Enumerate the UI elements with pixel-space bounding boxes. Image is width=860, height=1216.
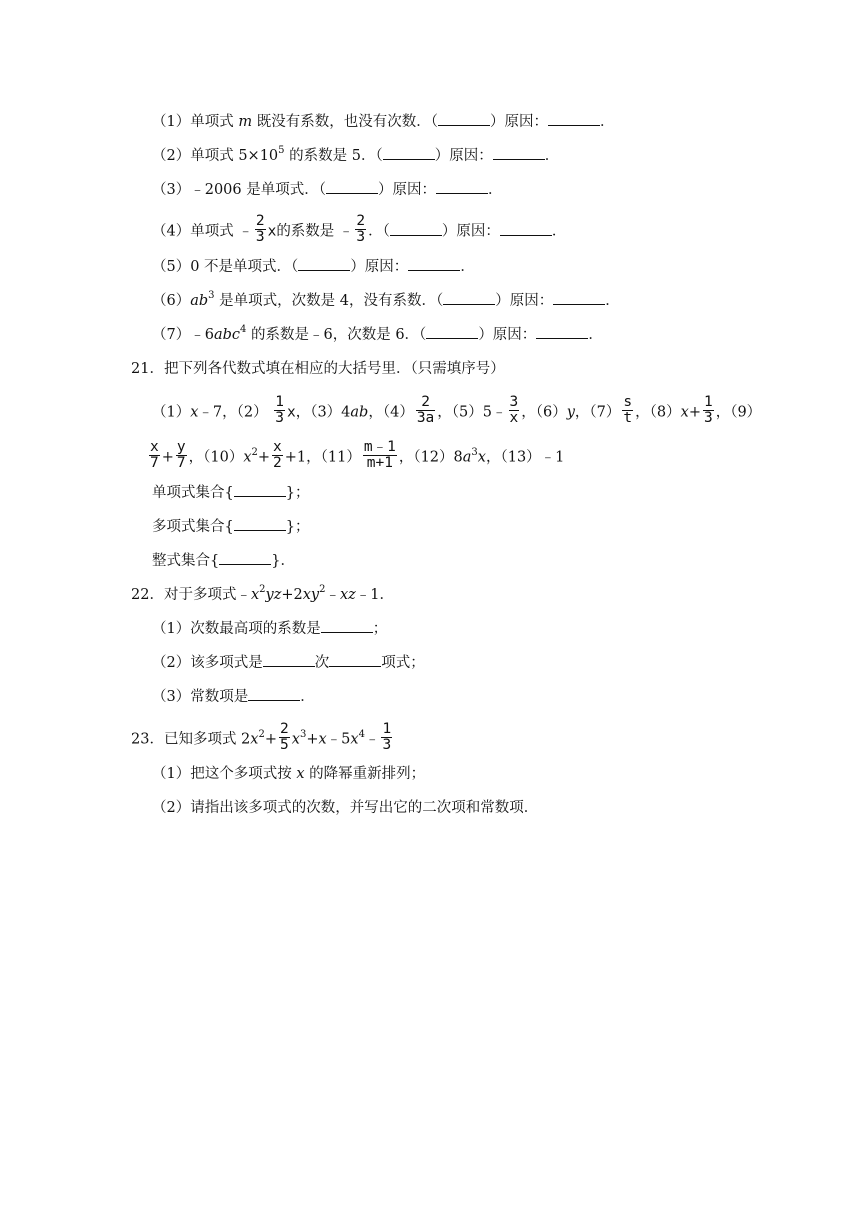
reason-blank[interactable]: [436, 181, 488, 194]
answer-blank[interactable]: [248, 688, 300, 701]
q20-item-2: （2）单项式 $5\times 10^5$ 的系数是 5．（ ）原因： ．: [152, 145, 560, 164]
reason-blank[interactable]: [553, 292, 605, 305]
q20-item-5: （5）0 不是单项式．（ ）原因： ．: [152, 259, 475, 275]
answer-blank[interactable]: [263, 654, 315, 667]
fraction: $\frac{y}{7}$: [176, 439, 186, 471]
answer-blank[interactable]: [383, 147, 435, 160]
reason-blank[interactable]: [536, 326, 588, 339]
q21-expressions-row-1: （1）x﹣7，（2） $\frac{1}{3}$ x，（3）4ab，（4） $\frac{2}{3a}$ ，（5）5﹣ $\frac{3}{x}$ ，（6）y，（7） $\frac{s}{t}$ ，（8）x+ $\frac{1}{3}$ ，（9）: [152, 394, 762, 426]
answer-blank[interactable]: [326, 181, 378, 194]
q20-item-6: $(6)ab^3$ 是单项式，次数是 4，没有系数．（ ）原因： ．: [152, 290, 620, 309]
integral-expression-set: 整式集合{ }．: [152, 553, 295, 569]
answer-blank[interactable]: [329, 654, 381, 667]
q20-item-3: （3）﹣2006 是单项式．（ ）原因： ．: [152, 182, 503, 198]
answer-blank[interactable]: [234, 484, 286, 497]
q20-item-4: （4）单项式 ﹣ $\frac{2}{3}$ x的系数是 ﹣ $\frac{2}{3}$ ．（ ）原因： ．: [152, 213, 567, 245]
answer-blank[interactable]: [298, 258, 350, 271]
reason-blank[interactable]: [500, 223, 552, 236]
fraction: $\frac{x}{2}$: [273, 439, 282, 471]
monomial-set: 单项式集合{ }；: [152, 485, 310, 501]
q22-stem: 22．对于多项式$﹣x^2yz+2xy^2﹣xz﹣1$．: [131, 584, 395, 603]
fraction: $\frac{1}{3}$: [275, 394, 284, 426]
fraction: $\frac{s}{t}$: [623, 394, 633, 426]
q23-item-1: （1）把这个多项式按 x 的降幂重新排列；: [152, 766, 426, 782]
answer-blank[interactable]: [438, 113, 490, 126]
fraction: $\frac{2}{5}$: [280, 721, 289, 753]
polynomial-set: 多项式集合{ }；: [152, 519, 310, 535]
q22-item-2: （2）该多项式是 次 项式；: [152, 655, 425, 671]
q22-item-1: （1）次数最高项的系数是 ；: [152, 621, 388, 637]
fraction: $\frac{2}{3a}$: [416, 394, 435, 426]
answer-blank[interactable]: [390, 223, 442, 236]
fraction: $\frac{1}{3}$: [703, 394, 713, 426]
reason-blank[interactable]: [408, 258, 460, 271]
q20-item-7: （7）﹣6abc$^4$ 的系数是﹣6，次数是 6．（ ）原因： ．: [152, 324, 603, 343]
answer-blank[interactable]: [426, 326, 478, 339]
answer-blank[interactable]: [219, 552, 271, 565]
q22-item-3: （3）常数项是 ．: [152, 689, 315, 705]
q21-expressions-row-2: $\frac{x}{7}$ + $\frac{y}{7}$ ，$(10)x^2+$ $\frac{x}{2}$ +1，（11） $\frac{m﹣1}{m+1}$ ，$(12)8a^3x$，（13）﹣1: [150, 439, 565, 471]
fraction: $\frac{1}{3}$: [382, 721, 392, 753]
answer-blank[interactable]: [234, 518, 286, 531]
q21-stem: 21．把下列各代数式填在相应的大括号里．（只需填序号）: [131, 361, 505, 377]
answer-blank[interactable]: [443, 292, 495, 305]
fraction: $\frac{2}{3}$: [255, 213, 265, 245]
fraction: $\frac{x}{7}$: [150, 439, 159, 471]
q23-stem: 23．已知多项式 $2x^2+$ $\frac{2}{5}$ $x^3+x﹣5x^4﹣$ $\frac{1}{3}$: [131, 721, 392, 753]
q20-item-1: （1）单项式 m 既没有系数，也没有次数．（ ）原因： ．: [152, 114, 615, 130]
fraction: $\frac{m﹣1}{m+1}$: [363, 439, 396, 471]
fraction: $\frac{3}{x}$: [509, 394, 519, 426]
fraction: $\frac{2}{3}$: [356, 213, 366, 245]
reason-blank[interactable]: [548, 113, 600, 126]
q23-item-2: （2）请指出该多项式的次数，并写出它的二次项和常数项．: [152, 800, 539, 816]
reason-blank[interactable]: [493, 147, 545, 160]
answer-blank[interactable]: [321, 620, 373, 633]
